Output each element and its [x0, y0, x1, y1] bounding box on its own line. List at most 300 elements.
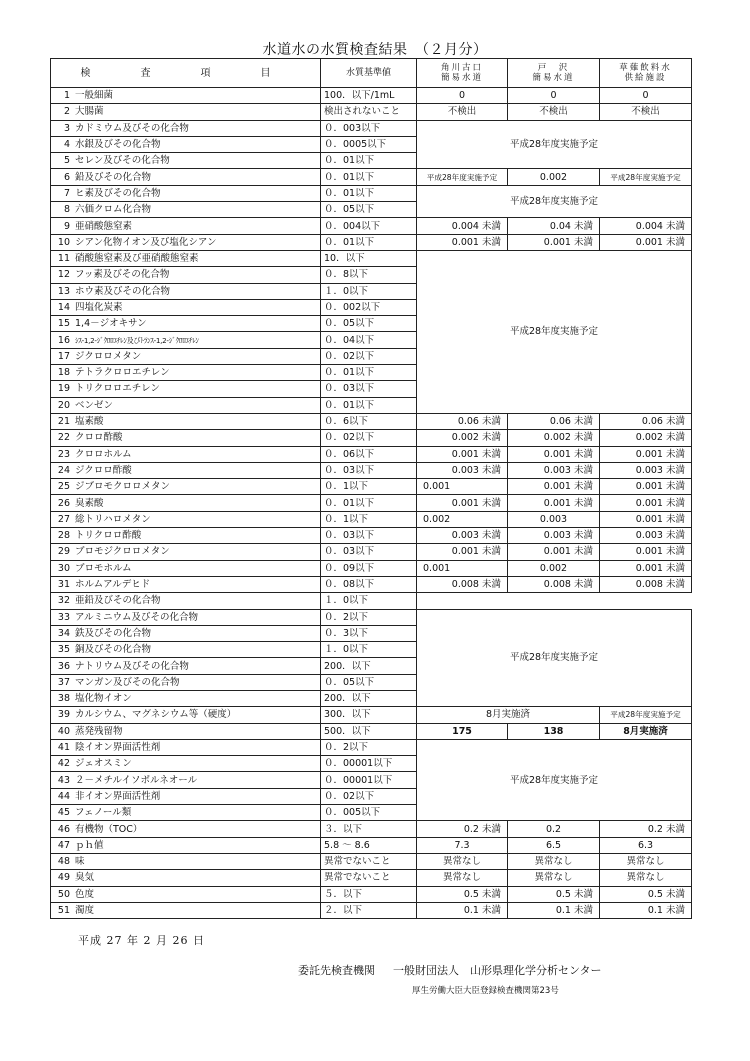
- standard-value: １．0以下: [321, 642, 417, 658]
- result-value: 不検出: [508, 104, 600, 120]
- standard-value: ０．03以下: [321, 381, 417, 397]
- item-cell: [51, 218, 321, 234]
- result-value: 0.004 未満: [600, 218, 692, 234]
- standard-value: ０．04以下: [321, 332, 417, 348]
- planned-note: 平成28年度実施予定: [417, 120, 692, 169]
- item-number: 4: [63, 139, 70, 151]
- standard-value: ０．01以下: [321, 365, 417, 381]
- item-cell: [51, 250, 321, 266]
- item-number: 32: [57, 595, 70, 607]
- result-value: 0.001: [417, 560, 508, 576]
- item-name: ｼｽ-1,2-ｼﾞｸﾛﾛｴﾁﾚﾝ及びﾄﾗﾝｽ-1,2-ｼﾞｸﾛﾛｴﾁﾚﾝ: [75, 335, 199, 345]
- item-number: 23: [57, 448, 70, 460]
- standard-value: ０．6以下: [321, 413, 417, 429]
- standard-value: ０．003以下: [321, 120, 417, 136]
- item-number: 27: [57, 513, 70, 525]
- item-cell: [51, 348, 321, 364]
- standard-value: ０．004以下: [321, 218, 417, 234]
- header-source-type: 簡易水道: [532, 73, 575, 83]
- standard-value: ０．08以下: [321, 576, 417, 592]
- table-row: [51, 430, 692, 446]
- item-name: 総トリハロメタン: [75, 513, 151, 525]
- result-value: 0.002 未満: [508, 430, 600, 446]
- item-name: フェノール類: [75, 807, 132, 819]
- item-name: 鉄及びその化合物: [75, 627, 152, 639]
- standard-value: ０．01以下: [321, 169, 417, 185]
- result-value: 0.001 未満: [508, 234, 600, 250]
- item-name: 亜鉛及びその化合物: [75, 595, 161, 607]
- item-number: 38: [57, 693, 70, 705]
- result-value: 0.001 未満: [417, 234, 508, 250]
- page-title: 水道水の水質検査結果 （２月分）: [262, 42, 488, 58]
- item-name: ブロモジクロロメタン: [75, 546, 170, 558]
- item-cell: [51, 625, 321, 641]
- item-cell: [51, 756, 321, 772]
- item-cell: [51, 413, 321, 429]
- item-number: 16: [57, 334, 70, 346]
- item-cell: [51, 788, 321, 804]
- item-cell: [51, 202, 321, 218]
- item-name: 水銀及びその化合物: [75, 139, 161, 151]
- table-row: [51, 853, 692, 869]
- standard-value: ０．1以下: [321, 479, 417, 495]
- table-row: [51, 723, 692, 739]
- result-value: 0.001 未満: [600, 511, 692, 527]
- item-name: 亜硝酸態窒素: [75, 220, 133, 232]
- item-name: 陰イオン界面活性剤: [75, 742, 161, 754]
- result-value: 0.002: [417, 511, 508, 527]
- item-name: ジクロロメタン: [75, 350, 142, 362]
- item-number: 31: [57, 579, 70, 591]
- result-value: 0.001 未満: [600, 544, 692, 560]
- header-source-type: 供給施設: [624, 73, 667, 83]
- item-number: 48: [57, 856, 70, 868]
- item-number: 29: [57, 546, 70, 558]
- planned-note: 平成28年度実施予定: [417, 250, 692, 413]
- header-source-kusanagi: [600, 59, 692, 88]
- item-number: 36: [57, 660, 70, 672]
- item-name: 色度: [75, 888, 95, 900]
- org-name: 一般財団法人 山形県理化学分析センター: [393, 964, 602, 977]
- item-cell: [51, 495, 321, 511]
- item-cell: [51, 593, 321, 609]
- table-row: [51, 104, 692, 120]
- result-value: 0.1 未満: [600, 902, 692, 918]
- item-name: カルシウム、マグネシウム等（硬度）: [75, 709, 237, 721]
- result-value: 異常なし: [508, 870, 600, 886]
- item-number: 47: [57, 839, 70, 851]
- standard-value: ０．02以下: [321, 788, 417, 804]
- result-value: 0.008 未満: [508, 576, 600, 592]
- result-value: 0.06 未満: [508, 413, 600, 429]
- item-cell: [51, 886, 321, 902]
- item-name: ホウ素及びその化合物: [75, 285, 171, 297]
- planned-note: 平成28年度実施予定: [417, 185, 692, 218]
- standard-value: ０．3以下: [321, 625, 417, 641]
- result-value: 0.008 未満: [600, 576, 692, 592]
- standard-value: 10．以下: [321, 250, 417, 266]
- item-name: ２－メチルイソボルネオール: [75, 774, 198, 786]
- table-row: [51, 120, 692, 136]
- result-value: 0.001 未満: [508, 544, 600, 560]
- item-cell: [51, 739, 321, 755]
- item-cell: [51, 805, 321, 821]
- item-name: 六価クロム化合物: [75, 204, 152, 216]
- table-row: [51, 560, 692, 576]
- standard-value: ０．00001以下: [321, 772, 417, 788]
- standard-value: ０．2以下: [321, 739, 417, 755]
- item-name: 非イオン界面活性剤: [75, 790, 161, 802]
- result-value: 0.003 未満: [417, 528, 508, 544]
- item-cell: [51, 462, 321, 478]
- item-number: 50: [57, 888, 70, 900]
- result-value: 不検出: [600, 104, 692, 120]
- item-name: 硝酸態窒素及び亜硝酸態窒素: [75, 253, 199, 265]
- result-value: 0.2: [508, 821, 600, 837]
- result-value: 0.004 未満: [417, 218, 508, 234]
- table-row: [51, 870, 692, 886]
- result-value: 0.001 未満: [600, 479, 692, 495]
- item-name: シアン化物イオン及び塩化シアン: [75, 236, 217, 248]
- result-value: 0.003 未満: [417, 462, 508, 478]
- item-cell: [51, 88, 321, 104]
- item-name: 塩素酸: [75, 416, 104, 428]
- result-value: 0.2 未満: [417, 821, 508, 837]
- table-row: [51, 250, 692, 266]
- item-number: 1: [63, 90, 70, 102]
- item-number: 44: [57, 790, 70, 802]
- result-value: 0.001 未満: [508, 446, 600, 462]
- item-name: ヒ素及びその化合物: [75, 187, 161, 199]
- item-number: 35: [57, 644, 70, 656]
- result-value: 0.003 未満: [600, 462, 692, 478]
- table-row: [51, 446, 692, 462]
- result-value: 0.003 未満: [508, 528, 600, 544]
- standard-value: ０．00001以下: [321, 756, 417, 772]
- item-cell: [51, 446, 321, 462]
- standard-value: ０．005以下: [321, 805, 417, 821]
- standard-value: ０．002以下: [321, 299, 417, 315]
- result-value: 0.001 未満: [600, 234, 692, 250]
- standard-value: ０．05以下: [321, 674, 417, 690]
- standard-value: 300．以下: [321, 707, 417, 723]
- item-name: カドミウム及びその化合物: [75, 122, 189, 134]
- inspection-organization: [298, 962, 602, 978]
- registration-number: 厚生労働大臣大臣登録検査機関第23号: [412, 986, 559, 996]
- table-row: [51, 479, 692, 495]
- header-item: 検 査 項 目: [51, 59, 321, 88]
- item-name: 1,4－ジオキサン: [75, 318, 147, 330]
- water-quality-table: [50, 58, 692, 919]
- item-cell: [51, 381, 321, 397]
- item-cell: [51, 642, 321, 658]
- item-number: 20: [57, 399, 70, 411]
- item-number: 39: [57, 709, 70, 721]
- header-source-type: 簡易水道: [440, 73, 483, 83]
- table-row: [51, 413, 692, 429]
- result-value: 0.001 未満: [508, 479, 600, 495]
- item-cell: [51, 267, 321, 283]
- standard-value: 5.8 ～ 8.6: [321, 837, 417, 853]
- item-number: 5: [63, 155, 70, 167]
- item-number: 7: [63, 187, 70, 199]
- item-cell: [51, 136, 321, 152]
- item-name: ベンゼン: [75, 399, 114, 411]
- standard-value: 異常でないこと: [321, 870, 417, 886]
- table-row: [51, 739, 692, 755]
- header-source-kadokawa: [417, 59, 508, 88]
- result-value: 平成28年度実施予定: [600, 169, 692, 185]
- result-value: 0.1 未満: [417, 902, 508, 918]
- item-number: 40: [57, 725, 70, 737]
- result-value: 6.3: [600, 837, 692, 853]
- item-name: アルミニウム及びその化合物: [75, 611, 199, 623]
- item-name: 濁度: [75, 904, 95, 916]
- item-cell: [51, 837, 321, 853]
- result-value: 0.2 未満: [600, 821, 692, 837]
- result-value: 0.001 未満: [600, 560, 692, 576]
- result-value: 0.003 未満: [508, 462, 600, 478]
- planned-note: 平成28年度実施予定: [417, 739, 692, 820]
- item-number: 12: [57, 269, 70, 281]
- result-value: 異常なし: [417, 853, 508, 869]
- standard-value: ０．1以下: [321, 511, 417, 527]
- table-row: [51, 462, 692, 478]
- item-number: 2: [63, 106, 70, 118]
- standard-value: 検出されないこと: [321, 104, 417, 120]
- item-number: 25: [57, 481, 70, 493]
- item-cell: [51, 576, 321, 592]
- standard-value: 200．以下: [321, 690, 417, 706]
- table-row: [51, 495, 692, 511]
- item-name: 臭気: [75, 872, 95, 884]
- result-value: 0.001 未満: [417, 544, 508, 560]
- item-cell: [51, 234, 321, 250]
- item-number: 11: [57, 253, 70, 265]
- standard-value: ０．09以下: [321, 560, 417, 576]
- standard-value: ０．03以下: [321, 544, 417, 560]
- item-number: 45: [57, 807, 70, 819]
- table-row: [51, 169, 692, 185]
- item-cell: [51, 690, 321, 706]
- table-row: [51, 576, 692, 592]
- item-name: ナトリウム及びその化合物: [75, 660, 189, 672]
- report-date: 平成 27 年 2 月 26 日: [78, 934, 205, 947]
- result-value: 0.1 未満: [508, 902, 600, 918]
- item-name: ジェオスミン: [75, 758, 132, 770]
- item-cell: [51, 511, 321, 527]
- table-row: [51, 234, 692, 250]
- item-cell: [51, 902, 321, 918]
- result-value: 0: [508, 88, 600, 104]
- table-row: [51, 609, 692, 625]
- item-cell: [51, 299, 321, 315]
- result-value: 8月実施済: [417, 707, 600, 723]
- result-value: 6.5: [508, 837, 600, 853]
- standard-value: ０．02以下: [321, 348, 417, 364]
- item-cell: [51, 870, 321, 886]
- item-name: 四塩化炭素: [75, 302, 123, 313]
- item-number: 15: [57, 318, 70, 330]
- item-name: ブロモホルム: [75, 562, 132, 574]
- result-value: 0.001 未満: [417, 446, 508, 462]
- item-cell: [51, 104, 321, 120]
- result-value: 0.001 未満: [508, 495, 600, 511]
- item-name: 臭素酸: [75, 497, 104, 509]
- result-value: 0.002 未満: [417, 430, 508, 446]
- standard-value: ０．01以下: [321, 185, 417, 201]
- item-cell: [51, 723, 321, 739]
- item-name: 蒸発残留物: [75, 725, 123, 737]
- result-value: 0.008 未満: [417, 576, 508, 592]
- table-row: [51, 707, 692, 723]
- item-name: ｐｈ値: [75, 839, 104, 851]
- item-name: 銅及びその化合物: [75, 644, 152, 656]
- item-cell: [51, 316, 321, 332]
- header-source-name: 草薙飲料水: [619, 62, 672, 73]
- item-cell: [51, 332, 321, 348]
- standard-value: ０．02以下: [321, 430, 417, 446]
- item-cell: [51, 120, 321, 136]
- item-number: 43: [57, 774, 70, 786]
- item-cell: [51, 397, 321, 413]
- result-value: 0.003: [508, 511, 600, 527]
- item-number: 10: [57, 236, 70, 248]
- item-name: 塩化物イオン: [75, 693, 132, 705]
- standard-value: １．0以下: [321, 283, 417, 299]
- result-value: 異常なし: [508, 853, 600, 869]
- item-cell: [51, 169, 321, 185]
- table-row: [51, 185, 692, 201]
- standard-value: ２．以下: [321, 902, 417, 918]
- item-cell: [51, 283, 321, 299]
- item-cell: [51, 609, 321, 625]
- header-source-name: 戸 沢: [537, 62, 570, 73]
- standard-value: ０．05以下: [321, 316, 417, 332]
- standard-value: ０．8以下: [321, 267, 417, 283]
- result-value: 0.001: [417, 479, 508, 495]
- item-name: ホルムアルデヒド: [75, 579, 151, 591]
- result-value: 0: [600, 88, 692, 104]
- header-standard: 水質基準値: [321, 59, 417, 88]
- item-name: 有機物（TOC）: [75, 823, 143, 835]
- table-row: [51, 837, 692, 853]
- item-number: 28: [57, 530, 70, 542]
- standard-value: ０．2以下: [321, 609, 417, 625]
- result-value: 異常なし: [600, 870, 692, 886]
- standard-value: ０．01以下: [321, 234, 417, 250]
- item-number: 22: [57, 432, 70, 444]
- item-cell: [51, 544, 321, 560]
- standard-value: ０．03以下: [321, 528, 417, 544]
- item-number: 26: [57, 497, 70, 509]
- result-value: 0.002: [508, 560, 600, 576]
- result-value: 異常なし: [417, 870, 508, 886]
- standard-value: ５．以下: [321, 886, 417, 902]
- standard-value: ０．03以下: [321, 462, 417, 478]
- item-name: ジクロロ酢酸: [75, 464, 132, 476]
- result-value: 0.001 未満: [417, 495, 508, 511]
- item-cell: [51, 853, 321, 869]
- item-name: クロロホルム: [75, 448, 132, 460]
- item-name: 味: [75, 856, 85, 868]
- result-value: 0.04 未満: [508, 218, 600, 234]
- result-value: 0.06 未満: [417, 413, 508, 429]
- item-number: 14: [57, 302, 70, 313]
- item-cell: [51, 479, 321, 495]
- item-name: クロロ酢酸: [75, 432, 123, 444]
- standard-value: 200．以下: [321, 658, 417, 674]
- standard-value: ０．01以下: [321, 153, 417, 169]
- standard-value: ０．05以下: [321, 202, 417, 218]
- item-cell: [51, 153, 321, 169]
- item-number: 21: [57, 416, 70, 428]
- item-cell: [51, 185, 321, 201]
- item-cell: [51, 707, 321, 723]
- result-value: 138: [508, 723, 600, 739]
- item-number: 37: [57, 676, 70, 688]
- item-number: 34: [57, 627, 70, 639]
- result-value: 0.5 未満: [508, 886, 600, 902]
- item-number: 30: [57, 562, 70, 574]
- result-value: 175: [417, 723, 508, 739]
- header-source-tozawa: [508, 59, 600, 88]
- org-label: 委託先検査機関: [298, 964, 375, 977]
- result-value: 8月実施済: [600, 723, 692, 739]
- standard-value: 100．以下/1mL: [321, 88, 417, 104]
- item-number: 42: [57, 758, 70, 770]
- table-row: [51, 593, 692, 609]
- item-cell: [51, 528, 321, 544]
- item-name: トリクロロエチレン: [75, 383, 160, 395]
- result-value: 0.06 未満: [600, 413, 692, 429]
- result-value: 0.001 未満: [600, 495, 692, 511]
- item-number: 49: [57, 872, 70, 884]
- item-name: フッ素及びその化合物: [75, 269, 170, 281]
- item-number: 33: [57, 611, 70, 623]
- table-row: [51, 544, 692, 560]
- standard-value: ０．01以下: [321, 495, 417, 511]
- result-value: 異常なし: [600, 853, 692, 869]
- item-name: 一般細菌: [75, 90, 114, 102]
- item-cell: [51, 365, 321, 381]
- result-value: 0.002: [508, 169, 600, 185]
- item-number: 17: [57, 350, 70, 362]
- item-number: 3: [63, 122, 70, 134]
- item-name: マンガン及びその化合物: [75, 676, 180, 688]
- result-value: 平成28年度実施予定: [600, 707, 692, 723]
- standard-value: 500．以下: [321, 723, 417, 739]
- table-body: [51, 88, 692, 919]
- table-row: [51, 511, 692, 527]
- result-value: 0.002 未満: [600, 430, 692, 446]
- result-value: 不検出: [417, 104, 508, 120]
- header-source-name: 角川古口: [440, 62, 483, 73]
- item-cell: [51, 430, 321, 446]
- result-value: 0.001 未満: [600, 446, 692, 462]
- item-name: ジブロモクロロメタン: [75, 481, 171, 493]
- item-name: 大腸菌: [75, 106, 104, 118]
- result-value: 0.5 未満: [600, 886, 692, 902]
- item-cell: [51, 560, 321, 576]
- item-name: トリクロロ酢酸: [75, 530, 142, 542]
- item-name: テトラクロロエチレン: [75, 367, 170, 379]
- planned-note: 平成28年度実施予定: [417, 609, 692, 707]
- result-value: 平成28年度実施予定: [417, 169, 508, 185]
- item-number: 24: [57, 464, 70, 476]
- item-name: 鉛及びその化合物: [75, 171, 152, 183]
- standard-value: ０．0005以下: [321, 136, 417, 152]
